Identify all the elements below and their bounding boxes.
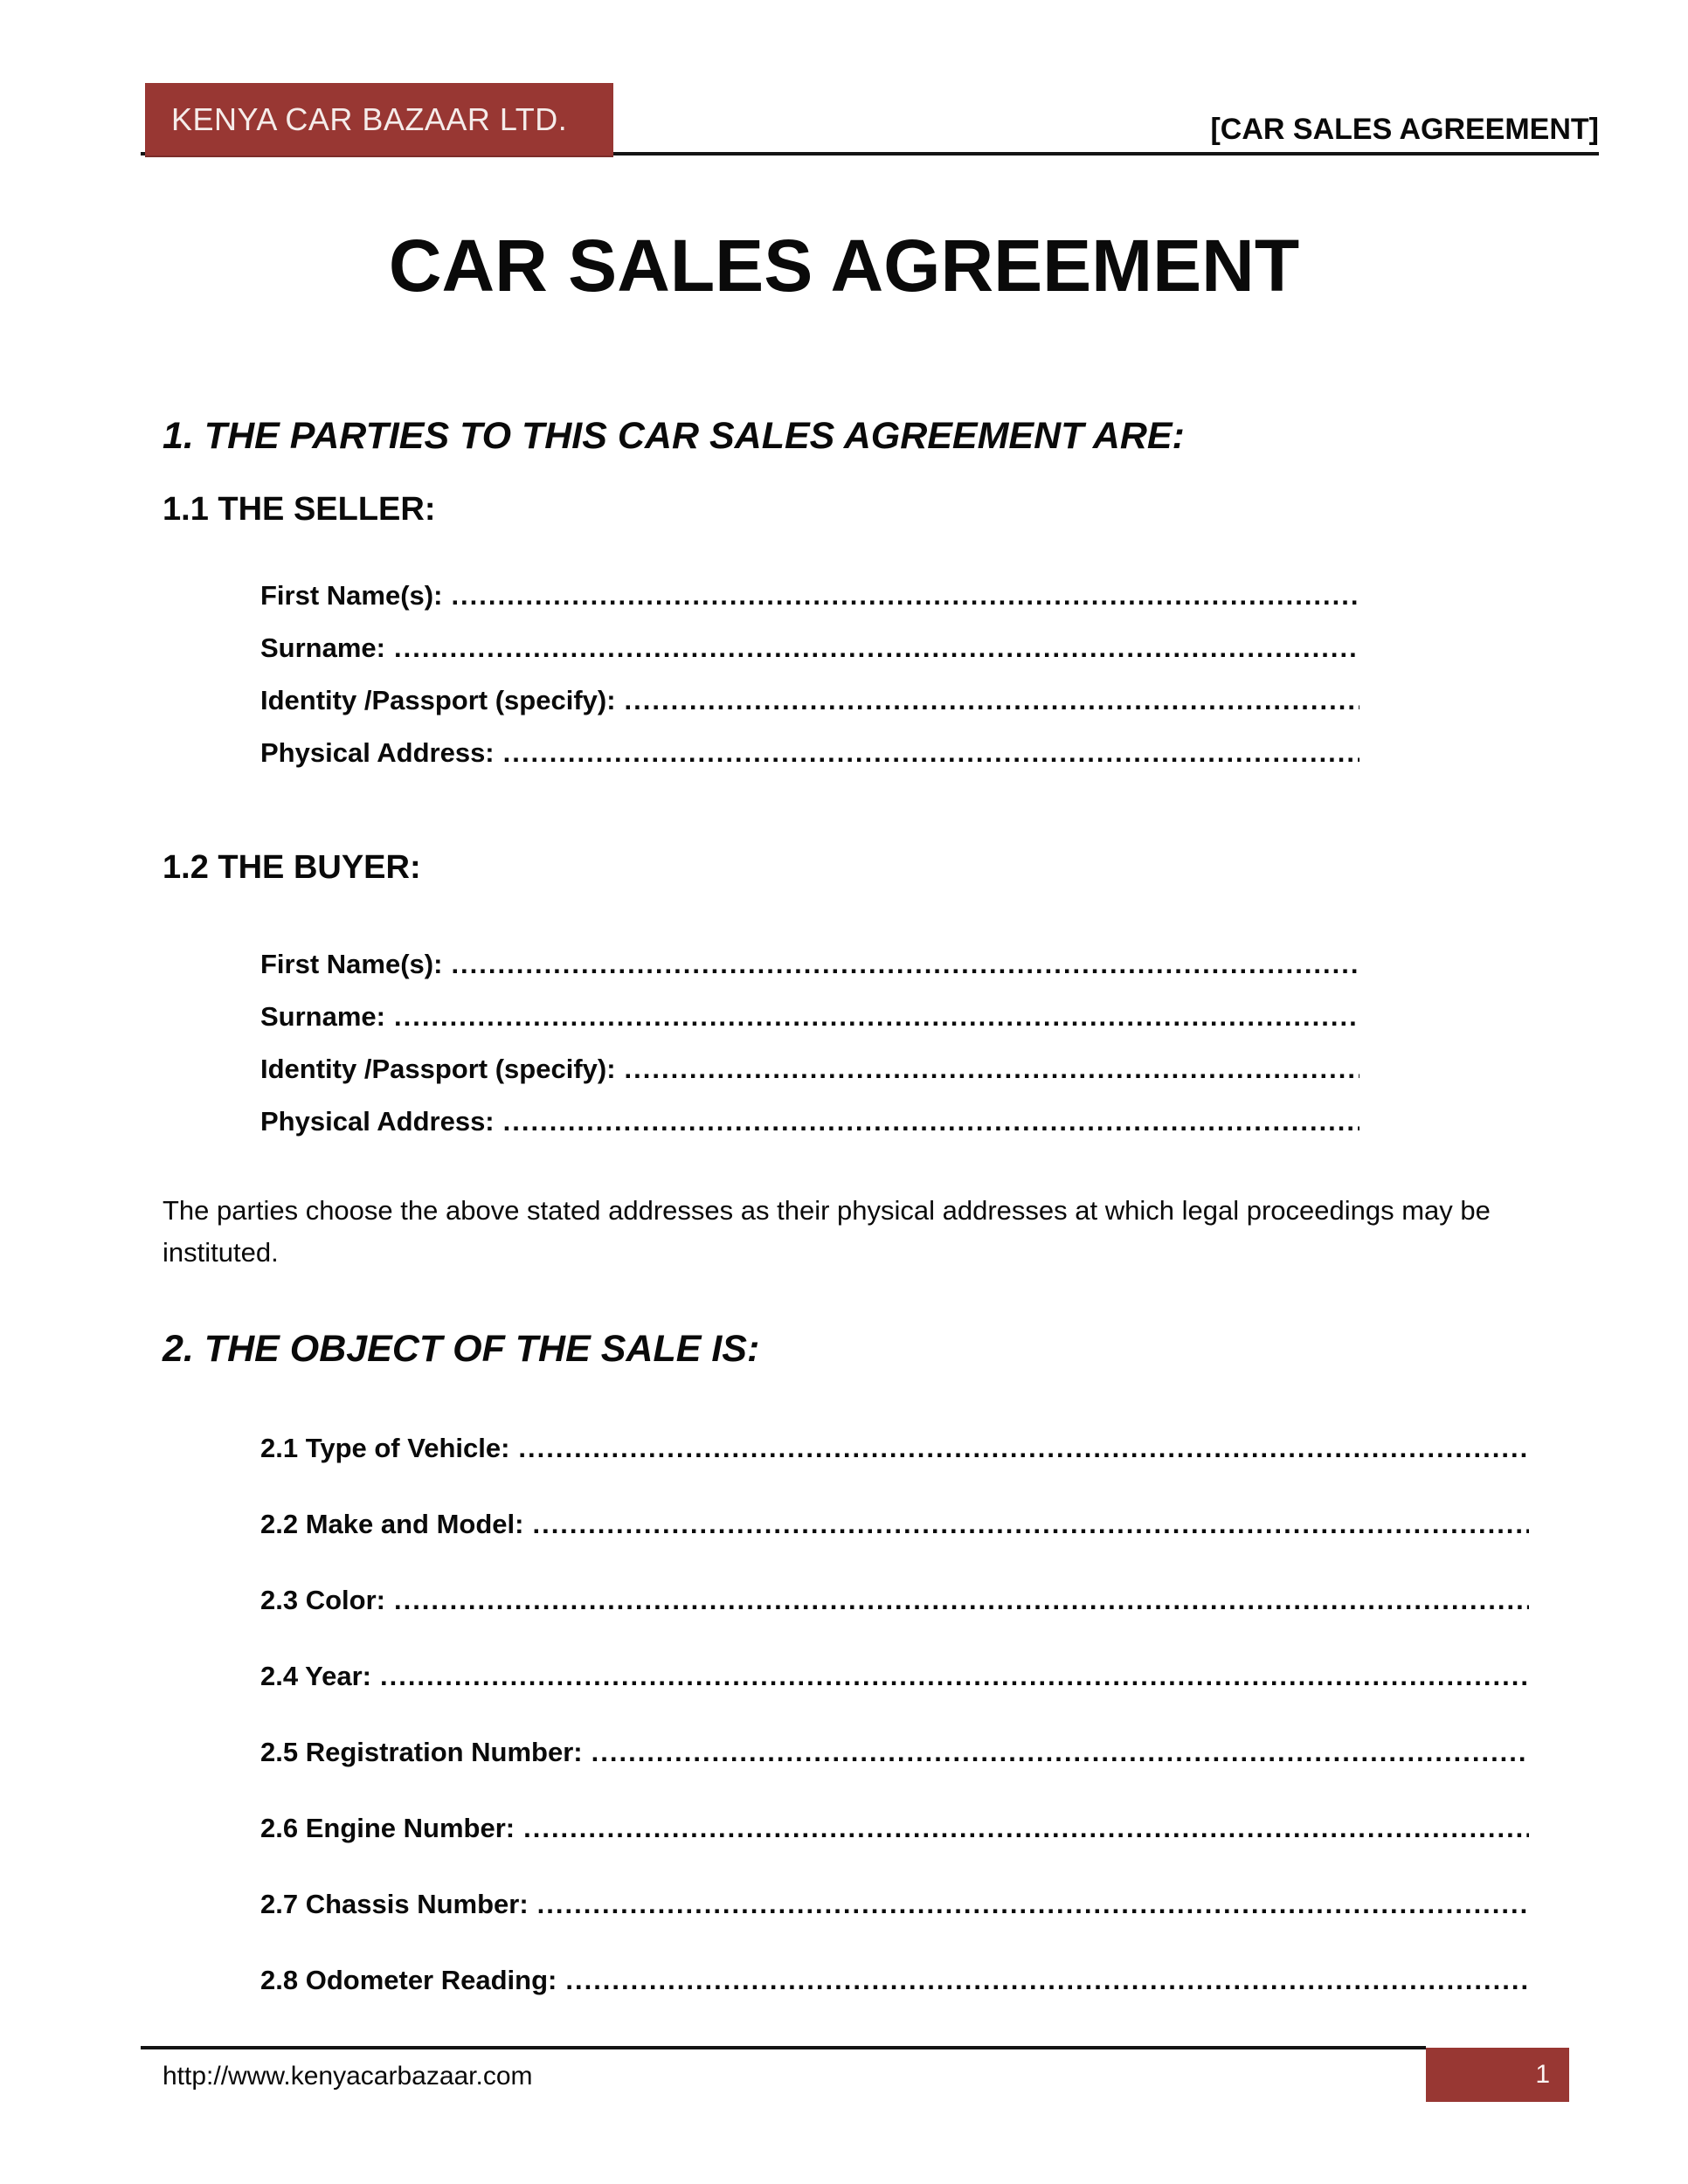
field-label: 2.3 Color: [260,1585,385,1615]
seller-identity-passport-row [260,674,1359,727]
field-label: Physical Address: [260,737,495,768]
footer-divider-line [141,2046,1426,2049]
dotted-fill-line [394,991,1359,1043]
dotted-fill-line [523,1790,1529,1866]
field-label: 2.8 Odometer Reading: [260,1965,557,1995]
buyer-identity-passport-row [260,1043,1359,1095]
registration-number-row [260,1714,1529,1790]
dotted-fill-line [503,1095,1359,1148]
section-1-heading: 1. THE PARTIES TO THIS CAR SALES AGREEMENT ARE: [163,415,1185,457]
dotted-fill-line [532,1486,1529,1562]
make-and-model-row [260,1486,1529,1562]
page-number: 1 [1535,2060,1550,2089]
company-banner [145,83,613,157]
footer-website-url: http://www.kenyacarbazaar.com [163,2062,533,2091]
field-label: 2.6 Engine Number: [260,1813,515,1843]
field-label: Identity /Passport (specify): [260,685,616,715]
section-1-2-buyer-heading: 1.2 THE BUYER: [163,849,421,886]
field-label: 2.1 Type of Vehicle: [260,1433,510,1463]
field-label: Surname: [260,1001,385,1032]
field-label: First Name(s): [260,949,443,979]
field-label: Identity /Passport (specify): [260,1054,616,1084]
field-label: Physical Address: [260,1106,495,1137]
seller-fields [260,570,1359,779]
field-label: 2.2 Make and Model: [260,1509,524,1539]
dotted-fill-line [394,622,1359,674]
field-label: Surname: [260,632,385,663]
field-label: 2.5 Registration Number: [260,1737,583,1767]
seller-surname-row [260,622,1359,674]
dotted-fill-line [591,1714,1529,1790]
page-title: CAR SALES AGREEMENT [388,225,1300,307]
dotted-fill-line [625,674,1359,727]
field-label: 2.7 Chassis Number: [260,1889,529,1919]
chassis-number-row [260,1866,1529,1942]
company-name: KENYA CAR BAZAAR LTD. [171,100,568,137]
buyer-physical-address-row [260,1095,1359,1148]
buyer-fields [260,938,1359,1148]
buyer-surname-row [260,991,1359,1043]
field-label: 2.4 Year: [260,1661,371,1691]
vehicle-fields [260,1410,1529,2018]
page-number-badge [1426,2048,1569,2102]
dotted-fill-line [503,727,1359,779]
year-row [260,1638,1529,1714]
addresses-note-paragraph: The parties choose the above stated addresses as their physical addresses at which legal proceedings may be instituted. [163,1195,1491,1268]
field-label: First Name(s): [260,580,443,611]
seller-first-name-row [260,570,1359,622]
dotted-fill-line [565,1942,1529,2018]
dotted-fill-line [451,570,1359,622]
dotted-fill-line [394,1562,1529,1638]
seller-physical-address-row [260,727,1359,779]
odometer-reading-row [260,1942,1529,2018]
dotted-fill-line [625,1043,1359,1095]
dotted-fill-line [380,1638,1529,1714]
type-of-vehicle-row [260,1410,1529,1486]
dotted-fill-line [451,938,1359,991]
header-document-tag: [CAR SALES AGREEMENT] [1210,113,1599,146]
dotted-fill-line [518,1410,1529,1486]
buyer-first-name-row [260,938,1359,991]
dotted-fill-line [537,1866,1529,1942]
color-row [260,1562,1529,1638]
section-2-heading: 2. THE OBJECT OF THE SALE IS: [163,1328,760,1370]
section-1-1-seller-heading: 1.1 THE SELLER: [163,491,436,528]
engine-number-row [260,1790,1529,1866]
